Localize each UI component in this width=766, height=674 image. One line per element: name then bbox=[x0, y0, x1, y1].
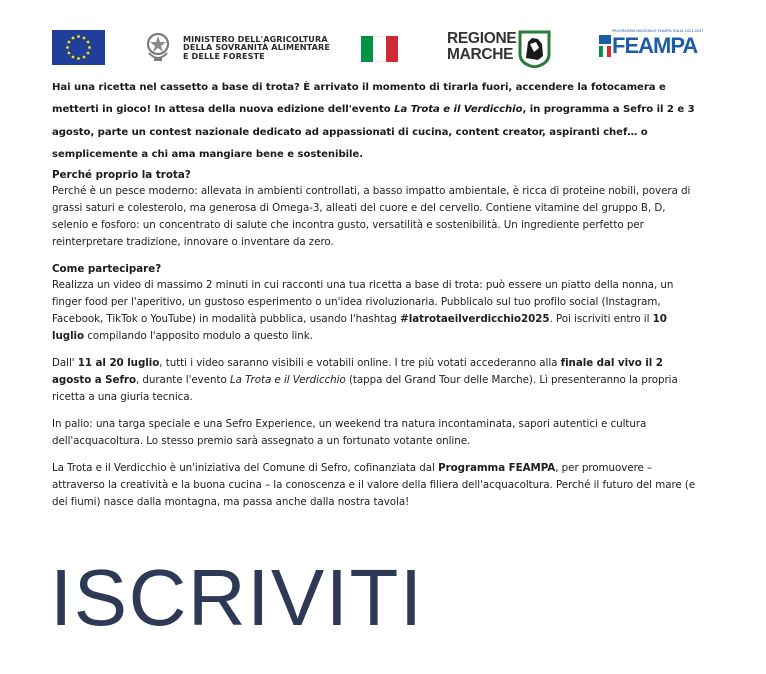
italian-flag-icon bbox=[361, 36, 398, 62]
feampa-logo: PROGRAMMA NAZIONALE FEAMPA ITALIA 2021-2027 FEAMPA bbox=[599, 29, 697, 63]
signup-form-link[interactable]: questo link bbox=[253, 330, 310, 343]
eu-star-icon bbox=[77, 35, 80, 38]
feampa-program: Programma FEAMPA bbox=[438, 462, 556, 475]
partner-logos-bar bbox=[52, 26, 704, 70]
why-trout-paragraph: Perché è un pesce moderno: allevata in ambienti controllati, a basso impatto ambientale, è ricca di proteine nobili, povera di grassi saturi e colesterolo, ma generosa di Omega-3, alleati del cuore e del cervello. Contiene vitamine del gruppo B, D, selenio e fosforo: un concentrato di salute che incontra gusto, versatilità e sostenibilità. Un ingrediente perfetto per reinterpretare tradizione, innovare o inventare da zero. bbox=[52, 185, 691, 249]
iscriviti-heading-button[interactable]: ISCRIVITI bbox=[50, 553, 424, 642]
regione-marche-name: REGIONE MARCHE bbox=[447, 30, 517, 63]
deadline-date: 10 luglio bbox=[52, 313, 667, 343]
voting-paragraph: Dall' 11 al 20 luglio, tutti i video saranno visibili e votabili online. I tre più votati accederanno alla finale dal vivo il 2 agosto a Sefro, durante l'evento La Trota e il Verdicchio (tappa del Grand Tour delle Marche). Lì presenteranno la propria ricetta a una giuria tecnica. bbox=[52, 357, 678, 404]
eu-star-icon bbox=[68, 52, 71, 55]
voting-dates: 11 al 20 luglio bbox=[77, 357, 160, 370]
eu-star-icon bbox=[83, 56, 86, 59]
live-final-info: finale dal vivo il 2 agosto a Sefro bbox=[52, 357, 663, 387]
eu-star-icon bbox=[83, 37, 86, 40]
how-to-participate-heading: Come partecipare? bbox=[52, 263, 162, 276]
eu-star-icon bbox=[66, 46, 69, 49]
why-trout-heading: Perché proprio la trota? bbox=[52, 169, 191, 182]
ministero-agricoltura-logo bbox=[145, 30, 405, 66]
eu-star-icon bbox=[87, 52, 90, 55]
regione-marche-logo bbox=[447, 29, 551, 69]
article-body bbox=[52, 77, 700, 511]
eu-flag-logo bbox=[52, 30, 105, 65]
eu-star-icon bbox=[68, 41, 71, 44]
ministero-name: MINISTERO DELL'AGRICOLTURA DELLA SOVRANITÀ ALIMENTARE E DELLE FORESTE bbox=[183, 34, 330, 61]
hashtag: #latrotaeilverdicchio2025 bbox=[400, 313, 550, 326]
marche-shield-icon bbox=[518, 30, 551, 68]
italian-republic-emblem-icon bbox=[145, 31, 171, 63]
eu-star-icon bbox=[72, 37, 75, 40]
eu-stars-icon bbox=[52, 30, 105, 65]
event-name: La Trota e il Verdicchio bbox=[394, 104, 523, 116]
eu-star-icon bbox=[87, 41, 90, 44]
eu-star-icon bbox=[88, 46, 91, 49]
eu-flag-small-icon bbox=[599, 35, 611, 57]
prize-paragraph: In palio: una targa speciale e una Sefro Experience, un weekend tra natura incontaminata, sapori autentici e cultura dell'acquacoltura. Lo stesso premio sarà assegnato a un fortunato votante online. bbox=[52, 418, 647, 448]
event-name: La Trota e il Verdicchio bbox=[229, 374, 346, 387]
closing-paragraph: La Trota e il Verdicchio è un'iniziativa del Comune di Sefro, cofinanziata dal Programma FEAMPA, per promuovere – attraverso la creatività e la buona cucina – la conoscenza e il valore della filiera dell'acquacoltura. Perché il futuro del mare (e dei fiumi) nasce dalla montagna, ma passa anche dalla nostra tavola! bbox=[52, 462, 696, 509]
how-to-participate-paragraph: Realizza un video di massimo 2 minuti in cui racconti una tua ricetta a base di trota: può essere un piatto della nonna, un finger food per l'aperitivo, un gustoso esperimento o un'idea rivoluzionaria. Pubblicalo sul tuo profilo social (Instagram, Facebook, TikTok o YouTube) in modalità pubblica, usando l'hashtag #latrotaeilverdicchio2025. Poi iscriviti entro il 10 luglio compilando l'apposito modulo a questo link. bbox=[52, 279, 674, 343]
intro-paragraph: Hai una ricetta nel cassetto a base di trota? È arrivato il momento di tirarla fuori, accendere la fotocamera e metterti in gioco! In attesa della nuova edizione dell'evento La Trota e il Verdicchio, in programma a Sefro il 2 e 3 agosto, parte un contest nazionale dedicato ad appassionati di cucina, content creator, aspiranti chef… o semplicemente a chi ama mangiare bene e sostenibile. bbox=[52, 82, 695, 160]
eu-star-icon bbox=[77, 57, 80, 60]
eu-star-icon bbox=[72, 56, 75, 59]
